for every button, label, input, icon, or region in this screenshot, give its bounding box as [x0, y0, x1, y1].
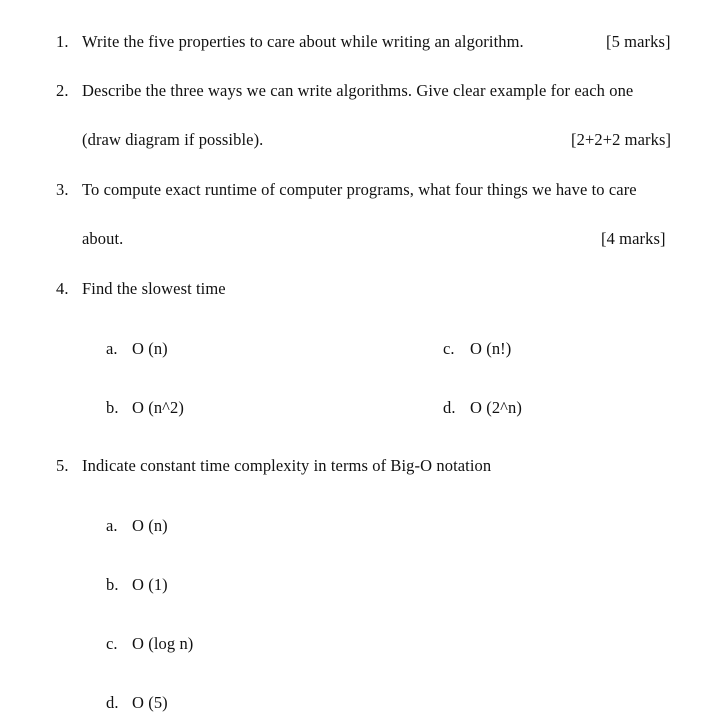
question-5-option-b-letter: b. — [106, 575, 119, 594]
question-4-text: Find the slowest time — [82, 279, 226, 298]
question-2-text-line-1: Describe the three ways we can write algorithms. Give clear example for each one — [82, 81, 634, 100]
question-2-number: 2. — [56, 81, 69, 100]
question-4-number: 4. — [56, 279, 69, 298]
question-4-option-b-text: O (n^2) — [132, 398, 184, 417]
question-4-option-d-letter: d. — [443, 398, 456, 417]
question-5-option-a-letter: a. — [106, 516, 118, 535]
question-4-option-c-text: O (n!) — [470, 339, 512, 358]
question-5-option-b-text: O (1) — [132, 575, 168, 594]
question-5-number: 5. — [56, 456, 69, 475]
question-4-option-a-letter: a. — [106, 339, 118, 358]
question-3-marks: [4 marks] — [601, 229, 666, 248]
question-2-marks: [2+2+2 marks] — [571, 130, 672, 149]
question-5-option-d-letter: d. — [106, 693, 119, 712]
question-5-option-c-text: O (log n) — [132, 634, 194, 653]
question-3-text-line-2: about. — [82, 229, 124, 248]
question-5-option-a-text: O (n) — [132, 516, 168, 535]
question-4-option-a-text: O (n) — [132, 339, 168, 358]
question-1-number: 1. — [56, 32, 69, 51]
question-4-option-c-letter: c. — [443, 339, 455, 358]
question-4-option-d-text: O (2^n) — [470, 398, 522, 417]
question-5-option-c-letter: c. — [106, 634, 118, 653]
question-3-text-line-1: To compute exact runtime of computer programs, what four things we have to care — [82, 180, 637, 199]
question-1-text: Write the five properties to care about while writing an algorithm. — [82, 32, 524, 51]
question-5-text: Indicate constant time complexity in terms of Big-O notation — [82, 456, 492, 475]
question-4-option-b-letter: b. — [106, 398, 119, 417]
question-1-marks: [5 marks] — [606, 32, 671, 51]
question-2-text-line-2: (draw diagram if possible). — [82, 130, 264, 149]
question-3-number: 3. — [56, 180, 69, 199]
question-5-option-d-text: O (5) — [132, 693, 168, 712]
